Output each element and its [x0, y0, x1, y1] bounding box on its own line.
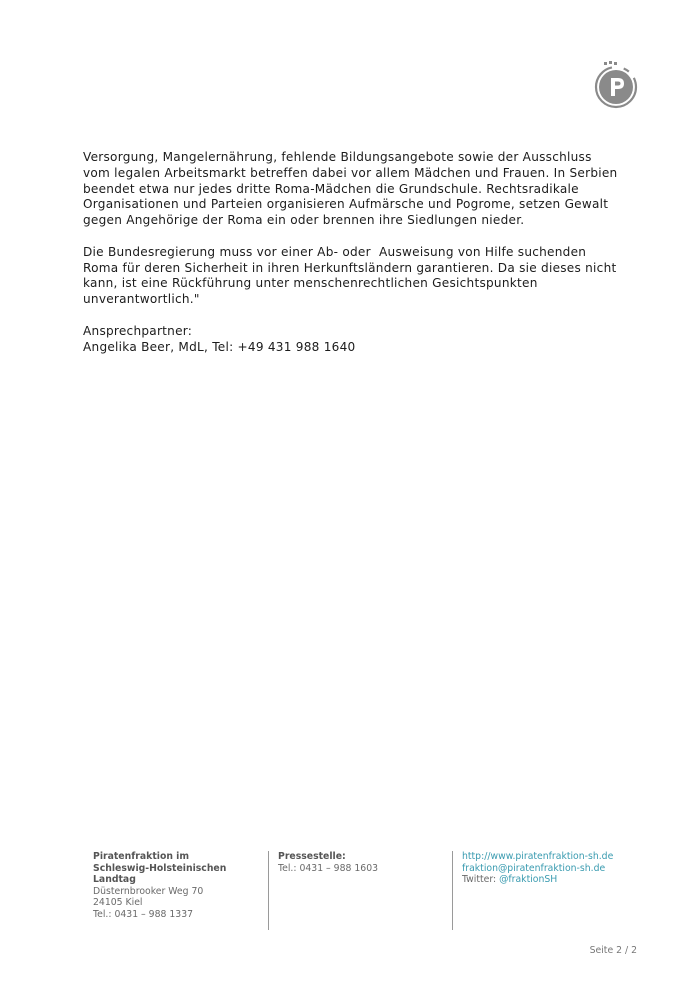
city: 24105 Kiel [93, 897, 143, 909]
footer-divider [452, 851, 453, 930]
footer-divider [268, 851, 269, 930]
twitter-label: Twitter: [462, 874, 500, 886]
press-release-body [83, 150, 643, 371]
paragraph-2: Die Bundesregierung muss vor einer Ab- oder Ausweisung von Hilfe suchenden Roma für deren Sicherheit in ihren Herkunftsländern garantieren. Da sie dieses nicht kann, ist eine Rückführung unter menschenrechtlichen Gesichtspunkten unverantwortlich." [83, 244, 617, 307]
website-link[interactable]: http://www.piratenfraktion-sh.de [462, 851, 614, 862]
press-heading: Pressestelle: [278, 851, 346, 862]
page-footer [0, 851, 700, 931]
contact-paragraph: Ansprechpartner: Angelika Beer, MdL, Tel: +49 431 988 1640 [83, 323, 356, 354]
press-phone: Tel.: 0431 – 988 1603 [278, 862, 379, 874]
twitter-link[interactable]: @fraktionSH [499, 874, 558, 886]
street: Düsternbrooker Weg 70 [93, 885, 204, 897]
org-name: Piratenfraktion im Schleswig-Holsteinischen Landtag [93, 851, 227, 886]
email-link[interactable]: fraktion@piratenfraktion-sh.de [462, 862, 606, 874]
twitter-line [462, 874, 662, 886]
paragraph-1: Versorgung, Mangelernährung, fehlende Bildungsangebote sowie der Ausschluss vom legalen Arbeitsmarkt betreffen dabei vor allem Mädchen und Frauen. In Serbien beendet etwa nur jedes dritte Roma-Mädchen die Grundschule. Rechtsradikale Organisationen und Parteien organisieren Aufmärsche und Pogrome, setzen Gewalt gegen Angehörige der Roma ein oder brennen ihre Siedlungen nieder. [83, 150, 618, 228]
footer-press [278, 851, 448, 874]
footer-contact [462, 851, 662, 886]
pirate-party-logo-icon [590, 60, 638, 110]
page-number: Seite 2 / 2 [589, 945, 637, 956]
footer-address [93, 851, 263, 921]
office-phone: Tel.: 0431 – 988 1337 [93, 908, 194, 920]
